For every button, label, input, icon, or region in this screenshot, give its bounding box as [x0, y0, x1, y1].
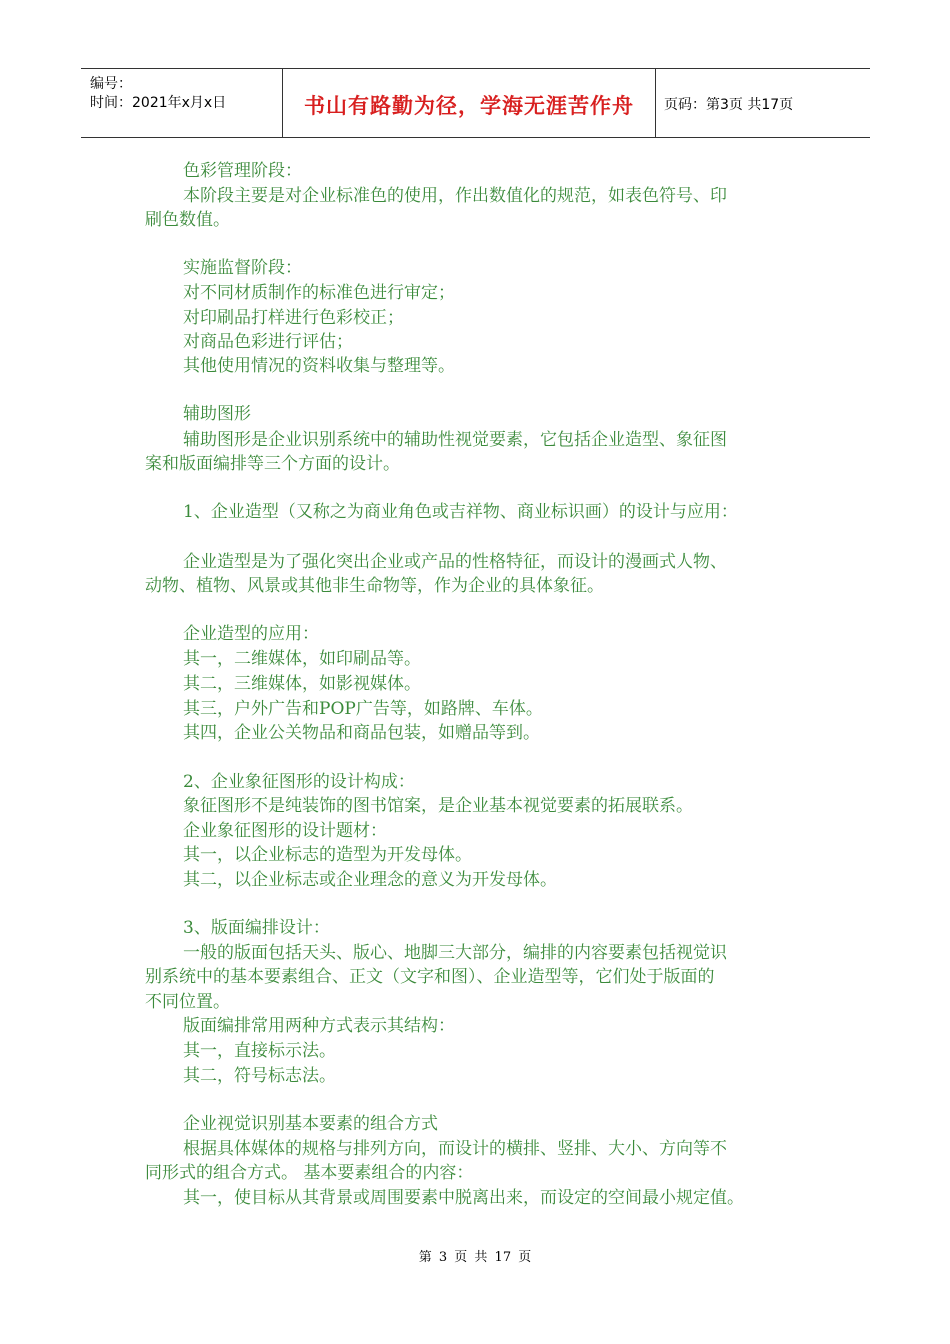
- page-footer: 第 3 页 共 17 页: [418, 1250, 532, 1265]
- text-line: 其一，二维媒体，如印刷品等。: [183, 649, 421, 669]
- text-line: 同形式的组合方式。 基本要素组合的内容：: [145, 1163, 474, 1183]
- text-line: 案和版面编排等三个方面的设计。: [145, 454, 400, 474]
- text-line: 1、企业造型（又称之为商业角色或吉祥物、商业标识画）的设计与应用：: [183, 502, 738, 522]
- text-line: 别系统中的基本要素组合、正文（文字和图）、企业造型等，它们处于版面的: [145, 967, 715, 987]
- text-line: 色彩管理阶段：: [183, 161, 302, 181]
- text-line: 对印刷品打样进行色彩校正；: [183, 308, 404, 328]
- text-line: 刷色数值。: [145, 210, 230, 230]
- text-line: 版面编排常用两种方式表示其结构：: [183, 1016, 455, 1036]
- text-line: 其他使用情况的资料收集与整理等。: [183, 356, 455, 376]
- text-line: 企业象征图形的设计题材：: [183, 821, 387, 841]
- text-line: 3、版面编排设计：: [183, 918, 330, 938]
- text-line: 辅助图形是企业识别系统中的辅助性视觉要素，它包括企业造型、象征图: [183, 430, 727, 450]
- text-line: 其二，以企业标志或企业理念的意义为开发母体。: [183, 870, 557, 890]
- page-info: 页码：第3页 共17页: [664, 97, 794, 113]
- text-line: 其一，使目标从其背景或周围要素中脱离出来，而设定的空间最小规定值。: [183, 1188, 744, 1208]
- text-line: 企业造型是为了强化突出企业或产品的性格特征，而设计的漫画式人物、: [183, 552, 727, 572]
- text-line: 其四，企业公关物品和商品包装，如赠品等到。: [183, 723, 540, 743]
- number-label: 编号：: [90, 76, 132, 92]
- text-line: 对商品色彩进行评估；: [183, 332, 353, 352]
- motto: 书山有路勤为径，学海无涯苦作舟: [304, 94, 634, 118]
- text-line: 动物、植物、风景或其他非生命物等，作为企业的具体象征。: [145, 576, 604, 596]
- text-line: 其一，直接标示法。: [183, 1041, 336, 1061]
- text-line: 不同位置。: [145, 992, 230, 1012]
- text-line: 一般的版面包括天头、版心、地脚三大部分，编排的内容要素包括视觉识: [183, 943, 727, 963]
- text-line: 2、企业象征图形的设计构成：: [183, 772, 415, 792]
- text-line: 企业视觉识别基本要素的组合方式: [183, 1114, 438, 1134]
- text-line: 其三，户外广告和POP广告等，如路牌、车体。: [183, 699, 543, 719]
- text-line: 实施监督阶段：: [183, 258, 302, 278]
- text-line: 其二，符号标志法。: [183, 1066, 336, 1086]
- date-label: 时间：2021年x月x日: [90, 95, 227, 111]
- text-line: 根据具体媒体的规格与排列方向，而设计的横排、竖排、大小、方向等不: [183, 1139, 727, 1159]
- text-line: 辅助图形: [183, 404, 251, 424]
- text-line: 其二，三维媒体，如影视媒体。: [183, 674, 421, 694]
- text-line: 企业造型的应用：: [183, 624, 319, 644]
- text-line: 本阶段主要是对企业标准色的使用，作出数值化的规范，如表色符号、印: [183, 186, 727, 206]
- text-line: 其一，以企业标志的造型为开发母体。: [183, 845, 472, 865]
- text-line: 对不同材质制作的标准色进行审定；: [183, 283, 455, 303]
- text-line: 象征图形不是纯装饰的图书馆案，是企业基本视觉要素的拓展联系。: [183, 796, 693, 816]
